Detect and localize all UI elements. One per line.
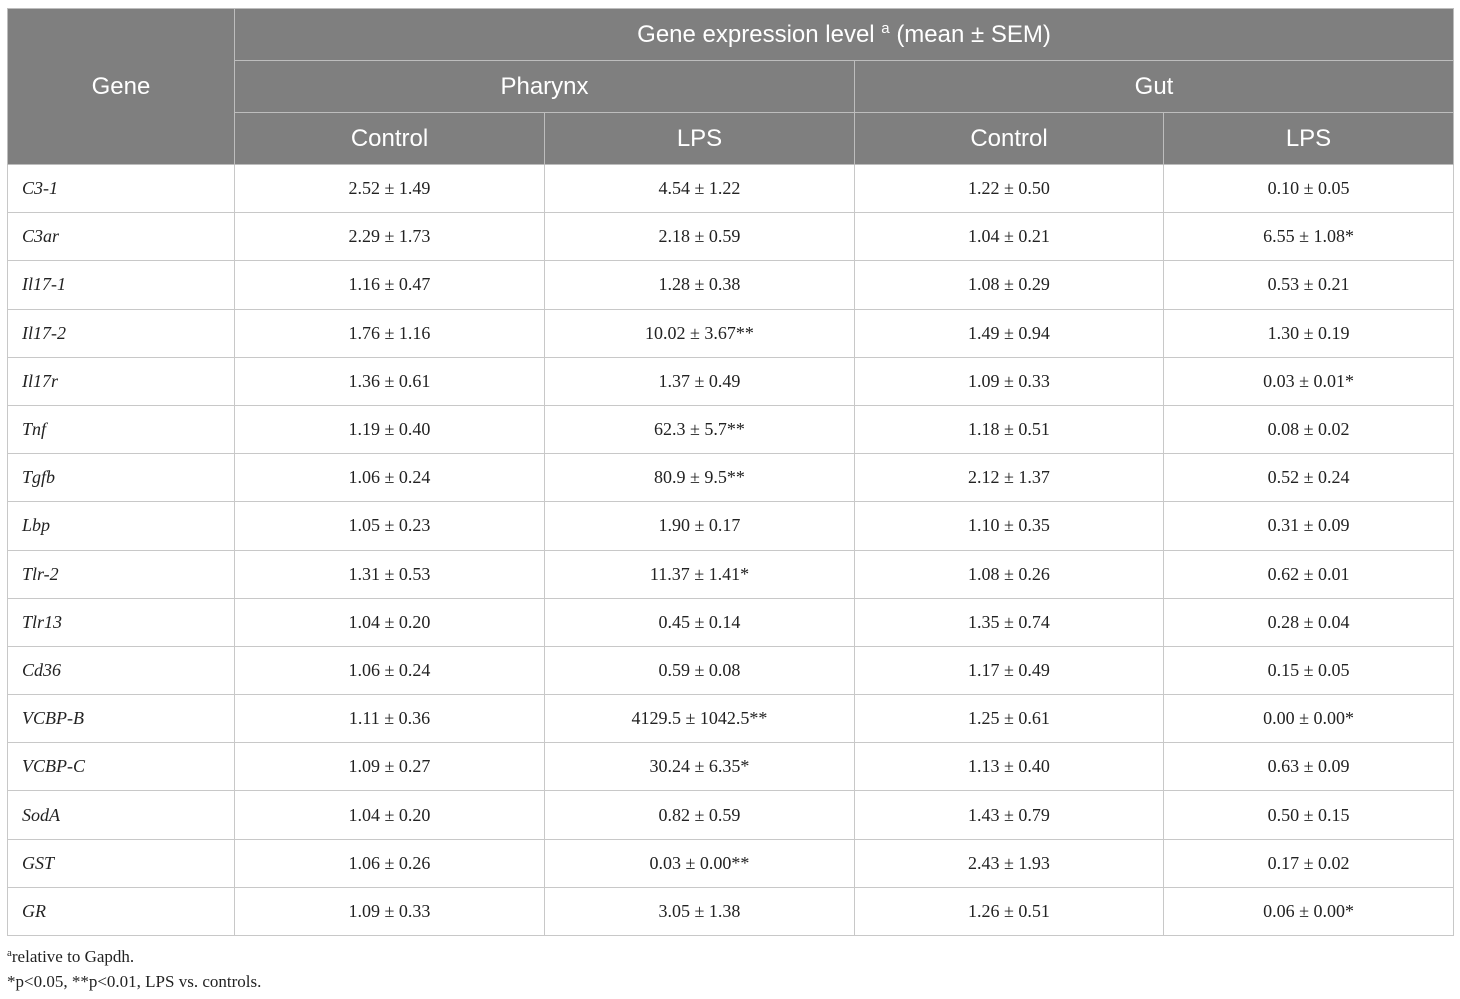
pharynx-lps-cell: 80.9 ± 9.5**: [545, 454, 855, 502]
table-row: [8, 213, 1454, 261]
gut-control-cell: 1.08 ± 0.26: [855, 550, 1164, 598]
pharynx-control-cell: 1.06 ± 0.26: [235, 839, 545, 887]
table-row: [8, 791, 1454, 839]
gene-name-cell: VCBP-B: [8, 695, 235, 743]
gut-lps-cell: 0.03 ± 0.01*: [1164, 357, 1454, 405]
pharynx-control-cell: 1.16 ± 0.47: [235, 261, 545, 309]
pharynx-lps-cell: 30.24 ± 6.35*: [545, 743, 855, 791]
table-row: [8, 261, 1454, 309]
gut-lps-cell: 0.17 ± 0.02: [1164, 839, 1454, 887]
table-row: [8, 550, 1454, 598]
pharynx-control-cell: 1.09 ± 0.27: [235, 743, 545, 791]
gut-control-cell: 1.22 ± 0.50: [855, 165, 1164, 213]
gut-control-cell: 1.18 ± 0.51: [855, 405, 1164, 453]
pharynx-control-header: Control: [235, 113, 545, 165]
gut-lps-cell: 0.08 ± 0.02: [1164, 405, 1454, 453]
pharynx-lps-header: LPS: [545, 113, 855, 165]
gut-control-cell: 1.09 ± 0.33: [855, 357, 1164, 405]
gene-name-cell: C3ar: [8, 213, 235, 261]
pharynx-control-cell: 2.52 ± 1.49: [235, 165, 545, 213]
gut-control-cell: 1.25 ± 0.61: [855, 695, 1164, 743]
gut-lps-cell: 1.30 ± 0.19: [1164, 309, 1454, 357]
gut-control-cell: 1.17 ± 0.49: [855, 646, 1164, 694]
table-row: [8, 646, 1454, 694]
gene-name-cell: C3-1: [8, 165, 235, 213]
table-row: [8, 743, 1454, 791]
table-header: [8, 9, 1454, 165]
table-row: [8, 695, 1454, 743]
gut-control-cell: 1.10 ± 0.35: [855, 502, 1164, 550]
pharynx-header: Pharynx: [235, 61, 855, 113]
expression-unit-label: (mean ± SEM): [896, 20, 1051, 48]
gut-control-cell: 2.43 ± 1.93: [855, 839, 1164, 887]
gene-name-cell: Tgfb: [8, 454, 235, 502]
pharynx-lps-cell: 1.90 ± 0.17: [545, 502, 855, 550]
gene-name-cell: Cd36: [8, 646, 235, 694]
gut-control-cell: 1.04 ± 0.21: [855, 213, 1164, 261]
gene-name-cell: Il17-2: [8, 309, 235, 357]
pharynx-lps-cell: 62.3 ± 5.7**: [545, 405, 855, 453]
table-row: [8, 309, 1454, 357]
gut-control-cell: 2.12 ± 1.37: [855, 454, 1164, 502]
gene-name-cell: SodA: [8, 791, 235, 839]
gene-expression-table: [7, 8, 1454, 936]
gut-header: Gut: [855, 61, 1454, 113]
gut-lps-cell: 0.52 ± 0.24: [1164, 454, 1454, 502]
pharynx-lps-cell: 4.54 ± 1.22: [545, 165, 855, 213]
table-row: [8, 598, 1454, 646]
pharynx-control-cell: 1.19 ± 0.40: [235, 405, 545, 453]
table-row: [8, 839, 1454, 887]
pharynx-control-cell: 1.09 ± 0.33: [235, 887, 545, 935]
gut-lps-cell: 0.50 ± 0.15: [1164, 791, 1454, 839]
pharynx-control-cell: 1.36 ± 0.61: [235, 357, 545, 405]
table-row: [8, 357, 1454, 405]
pharynx-control-cell: 2.29 ± 1.73: [235, 213, 545, 261]
gut-control-header: Control: [855, 113, 1164, 165]
table-footnotes: [7, 944, 261, 994]
gut-lps-cell: 0.06 ± 0.00*: [1164, 887, 1454, 935]
pharynx-lps-cell: 0.45 ± 0.14: [545, 598, 855, 646]
expression-level-label: Gene expression level: [637, 20, 875, 48]
table-row: [8, 405, 1454, 453]
gene-name-cell: GR: [8, 887, 235, 935]
gene-name-cell: GST: [8, 839, 235, 887]
gut-lps-cell: 0.62 ± 0.01: [1164, 550, 1454, 598]
gut-control-cell: 1.08 ± 0.29: [855, 261, 1164, 309]
gut-control-cell: 1.26 ± 0.51: [855, 887, 1164, 935]
expression-level-header: [235, 9, 1454, 61]
gut-control-cell: 1.35 ± 0.74: [855, 598, 1164, 646]
pharynx-lps-cell: 1.28 ± 0.38: [545, 261, 855, 309]
pharynx-lps-cell: 0.82 ± 0.59: [545, 791, 855, 839]
table-body: [8, 165, 1454, 936]
gene-name-cell: Il17r: [8, 357, 235, 405]
table-row: [8, 454, 1454, 502]
pharynx-control-cell: 1.04 ± 0.20: [235, 791, 545, 839]
gene-name-cell: Tlr13: [8, 598, 235, 646]
gut-lps-cell: 0.31 ± 0.09: [1164, 502, 1454, 550]
gut-control-cell: 1.13 ± 0.40: [855, 743, 1164, 791]
pharynx-lps-cell: 2.18 ± 0.59: [545, 213, 855, 261]
pharynx-lps-cell: 11.37 ± 1.41*: [545, 550, 855, 598]
gut-control-cell: 1.49 ± 0.94: [855, 309, 1164, 357]
pharynx-control-cell: 1.04 ± 0.20: [235, 598, 545, 646]
pharynx-lps-cell: 0.59 ± 0.08: [545, 646, 855, 694]
pharynx-lps-cell: 1.37 ± 0.49: [545, 357, 855, 405]
gut-lps-cell: 0.15 ± 0.05: [1164, 646, 1454, 694]
gene-name-cell: Lbp: [8, 502, 235, 550]
pharynx-control-cell: 1.76 ± 1.16: [235, 309, 545, 357]
pharynx-lps-cell: 3.05 ± 1.38: [545, 887, 855, 935]
gene-column-header: Gene: [8, 9, 235, 165]
expression-footnote-marker: a: [881, 19, 890, 37]
pharynx-control-cell: 1.06 ± 0.24: [235, 454, 545, 502]
footnote-significance: *p<0.05, **p<0.01, LPS vs. controls.: [7, 972, 262, 991]
table-row: [8, 887, 1454, 935]
footnote-reference-text: relative to Gapdh.: [11, 947, 135, 966]
footnote-reference: [7, 944, 261, 969]
gut-lps-cell: 0.53 ± 0.21: [1164, 261, 1454, 309]
pharynx-control-cell: 1.11 ± 0.36: [235, 695, 545, 743]
gut-control-cell: 1.43 ± 0.79: [855, 791, 1164, 839]
gut-lps-cell: 0.00 ± 0.00*: [1164, 695, 1454, 743]
pharynx-lps-cell: 4129.5 ± 1042.5**: [545, 695, 855, 743]
pharynx-control-cell: 1.05 ± 0.23: [235, 502, 545, 550]
pharynx-control-cell: 1.31 ± 0.53: [235, 550, 545, 598]
gut-lps-cell: 0.63 ± 0.09: [1164, 743, 1454, 791]
gene-name-cell: VCBP-C: [8, 743, 235, 791]
pharynx-lps-cell: 10.02 ± 3.67**: [545, 309, 855, 357]
footnote-marker: a: [7, 947, 12, 959]
table-row: [8, 502, 1454, 550]
gene-name-cell: Il17-1: [8, 261, 235, 309]
gut-lps-cell: 0.10 ± 0.05: [1164, 165, 1454, 213]
gut-lps-cell: 0.28 ± 0.04: [1164, 598, 1454, 646]
table-row: [8, 165, 1454, 213]
gene-name-cell: Tnf: [8, 405, 235, 453]
pharynx-control-cell: 1.06 ± 0.24: [235, 646, 545, 694]
pharynx-lps-cell: 0.03 ± 0.00**: [545, 839, 855, 887]
gut-lps-header: LPS: [1164, 113, 1454, 165]
gene-name-cell: Tlr-2: [8, 550, 235, 598]
gene-expression-table-container: [7, 8, 1453, 936]
gut-lps-cell: 6.55 ± 1.08*: [1164, 213, 1454, 261]
